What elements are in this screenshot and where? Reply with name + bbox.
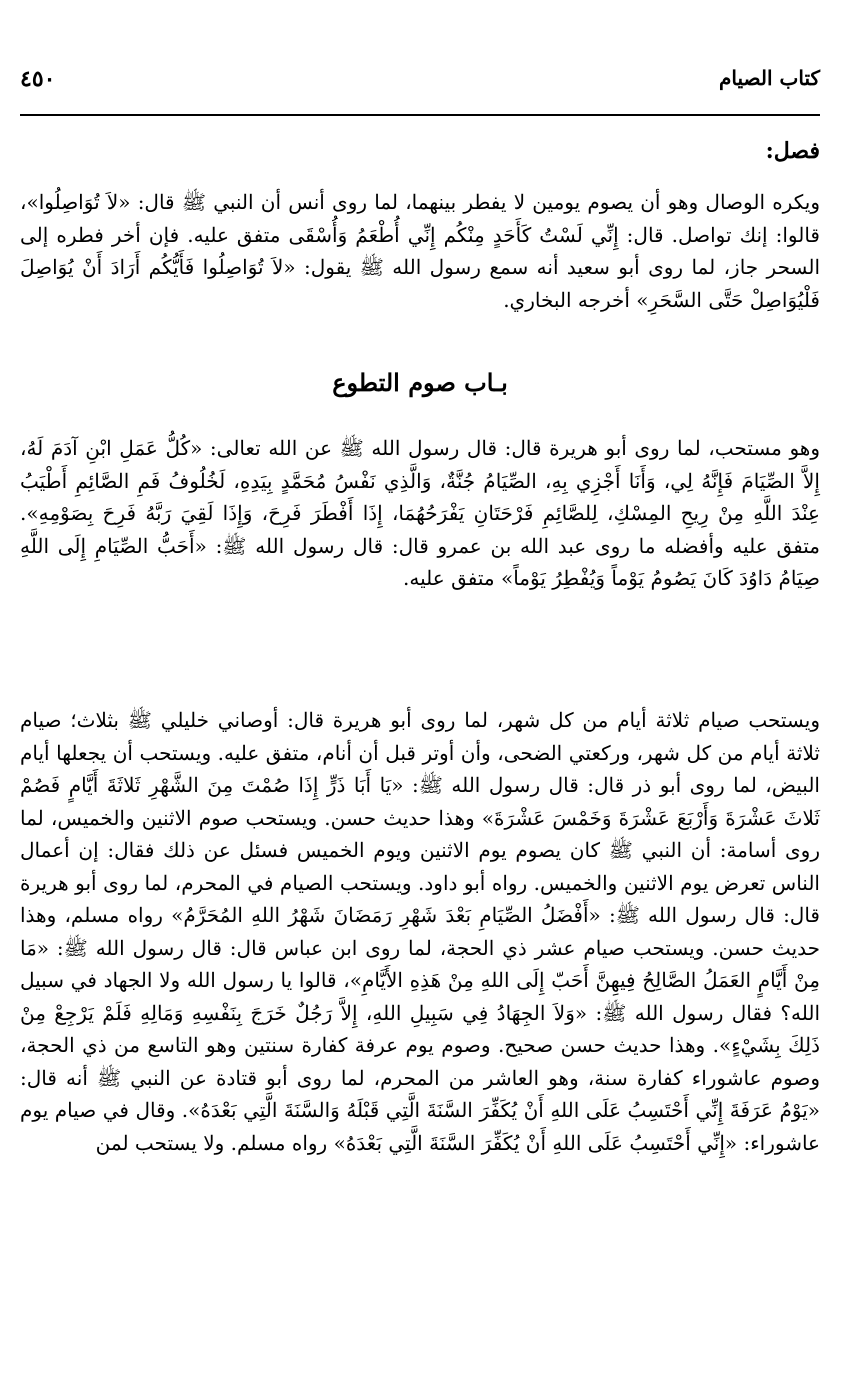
paragraph-voluntary-fasting: وهو مستحب، لما روى أبو هريرة قال: قال رسول الله ﷺ عن الله تعالى: «كُلُّ عَمَلِ ابْنِ آدَمَ لَهُ، إِلاَّ الصِّيَامَ فَإِنَّهُ لِي، وَأَنَا أَجْزِي بِهِ، الصِّيَامُ جُنَّةٌ، وَالَّذِي نَفْسُ مُحَمَّدٍ بِيَدِهِ، لَخُلُوفُ فَمِ الصَّائِمِ أَطْيَبُ عِنْدَ اللَّهِ مِنْ رِيحِ المِسْكِ، لِلصَّائِمِ فَرْحَتَانِ يَفْرَحُهُمَا، إِذَا أَفْطَرَ فَرِحَ، وَإِذَا لَقِيَ رَبَّهُ فَرِحَ بِصَوْمِهِ». متفق عليه وأفضله ما روى عبد الله بن عمرو قال: قال رسول الله ﷺ: «أَحَبُّ الصِّيَامِ إِلَى اللَّهِ صِيَامُ دَاوُدَ كَانَ يَصُومُ يَوْماً وَيُفْطِرُ يَوْماً» متفق عليه. bbox=[20, 436, 820, 590]
page-number: ٤٥٠ bbox=[20, 66, 56, 92]
chapter-title: بـاب صوم التطوع bbox=[332, 368, 508, 397]
paragraph-recommended-days: ويستحب صيام ثلاثة أيام من كل شهر، لما روى أبو هريرة قال: أوصاني خليلي ﷺ بثلاث؛ صيام ثلاثة أيام من كل شهر، وركعتي الضحى، وأن أوتر قبل أن أنام، متفق عليه. ويستحب أن يجعلها أيام البيض، لما روى أبو ذر قال: قال رسول الله ﷺ: «يَا أَبَا ذَرٍّ إِذَا صُمْتَ مِنَ الشَّهْرِ ثَلاثَةَ أَيَّامٍ فَصُمْ ثَلاثَ عَشْرَةَ وَأَرْبَعَ عَشْرَةَ وَخَمْسَ عَشْرَةَ» وهذا حديث حسن. ويستحب صوم الاثنين والخميس، لما روى أسامة: أن النبي ﷺ كان يصوم يوم الاثنين ويوم الخميس فسئل عن ذلك فقال: إن أعمال الناس تعرض يوم الاثنين والخميس. رواه أبو داود. ويستحب الصيام في المحرم، لما روى أبو هريرة قال: قال رسول الله ﷺ: «أَفْضَلُ الصِّيَامِ بَعْدَ شَهْرِ رَمَضَانَ شَهْرُ اللهِ المُحَرَّمُ» رواه مسلم، وهذا حديث حسن. ويستحب صيام عشر ذي الحجة، لما روى ابن عباس قال: قال رسول الله ﷺ: «مَا مِنْ أَيَّامٍ العَمَلُ الصَّالِحُ فِيهِنَّ أَحَبّ إِلَى اللهِ مِنْ هَذِهِ الأَيَّامِ»، قالوا يا رسول الله ولا الجهاد في سبيل الله؟ فقال رسول الله ﷺ: «وَلاَ الجِهَادُ فِي سَبِيلِ اللهِ، إِلاَّ رَجُلٌ خَرَجَ بِنَفْسِهِ وَمَالِهِ فَلَمْ يَرْجِعْ مِنْ ذَلِكَ بِشَيْءٍ». وهذا حديث حسن صحيح. وصوم يوم عرفة كفارة سنتين وهو التاسع من ذي الحجة، وصوم عاشوراء كفارة سنة، وهو العاشر من المحرم، لما روى أبو قتادة عن النبي ﷺ أنه قال: «يَوْمُ عَرَفَةَ إِنِّي أَحْتَسِبُ عَلَى اللهِ أَنْ يُكَفِّرَ السَّنَةَ الَّتِي قَبْلَهُ وَالسَّنَةَ الَّتِي بَعْدَهُ». وقال في صيام يوم عاشوراء: «إِنِّي أَحْتَسِبُ عَلَى اللهِ أَنْ يُكَفِّرَ السَّنَةَ الَّتِي بَعْدَهُ» رواه مسلم. ولا يستحب لمن bbox=[20, 708, 820, 1155]
header-rule bbox=[20, 114, 820, 116]
running-title: كتاب الصيام bbox=[719, 66, 820, 90]
book-page bbox=[20, 0, 820, 1376]
paragraph-wisal: ويكره الوصال وهو أن يصوم يومين لا يفطر بينهما، لما روى أنس أن النبي ﷺ قال: «لاَ تُوَاصِلُوا»، قالوا: إنك تواصل. قال: إِنِّي لَسْتُ كَأَحَدٍ مِنْكُم إِنِّي أُطْعَمُ وَأُسْقَى متفق عليه. فإن أخر فطره إلى السحر جاز، لما روى أبو سعيد أنه سمع رسول الله ﷺ يقول: «لاَ تُوَاصِلُوا فَأَيُّكُم أَرَادَ أَنْ يُوَاصِلَ فَلْيُوَاصِلْ حَتَّى السَّحَرِ» أخرجه البخاري. bbox=[20, 190, 820, 312]
section-heading: فصل: bbox=[765, 138, 820, 164]
page-header bbox=[20, 66, 820, 100]
